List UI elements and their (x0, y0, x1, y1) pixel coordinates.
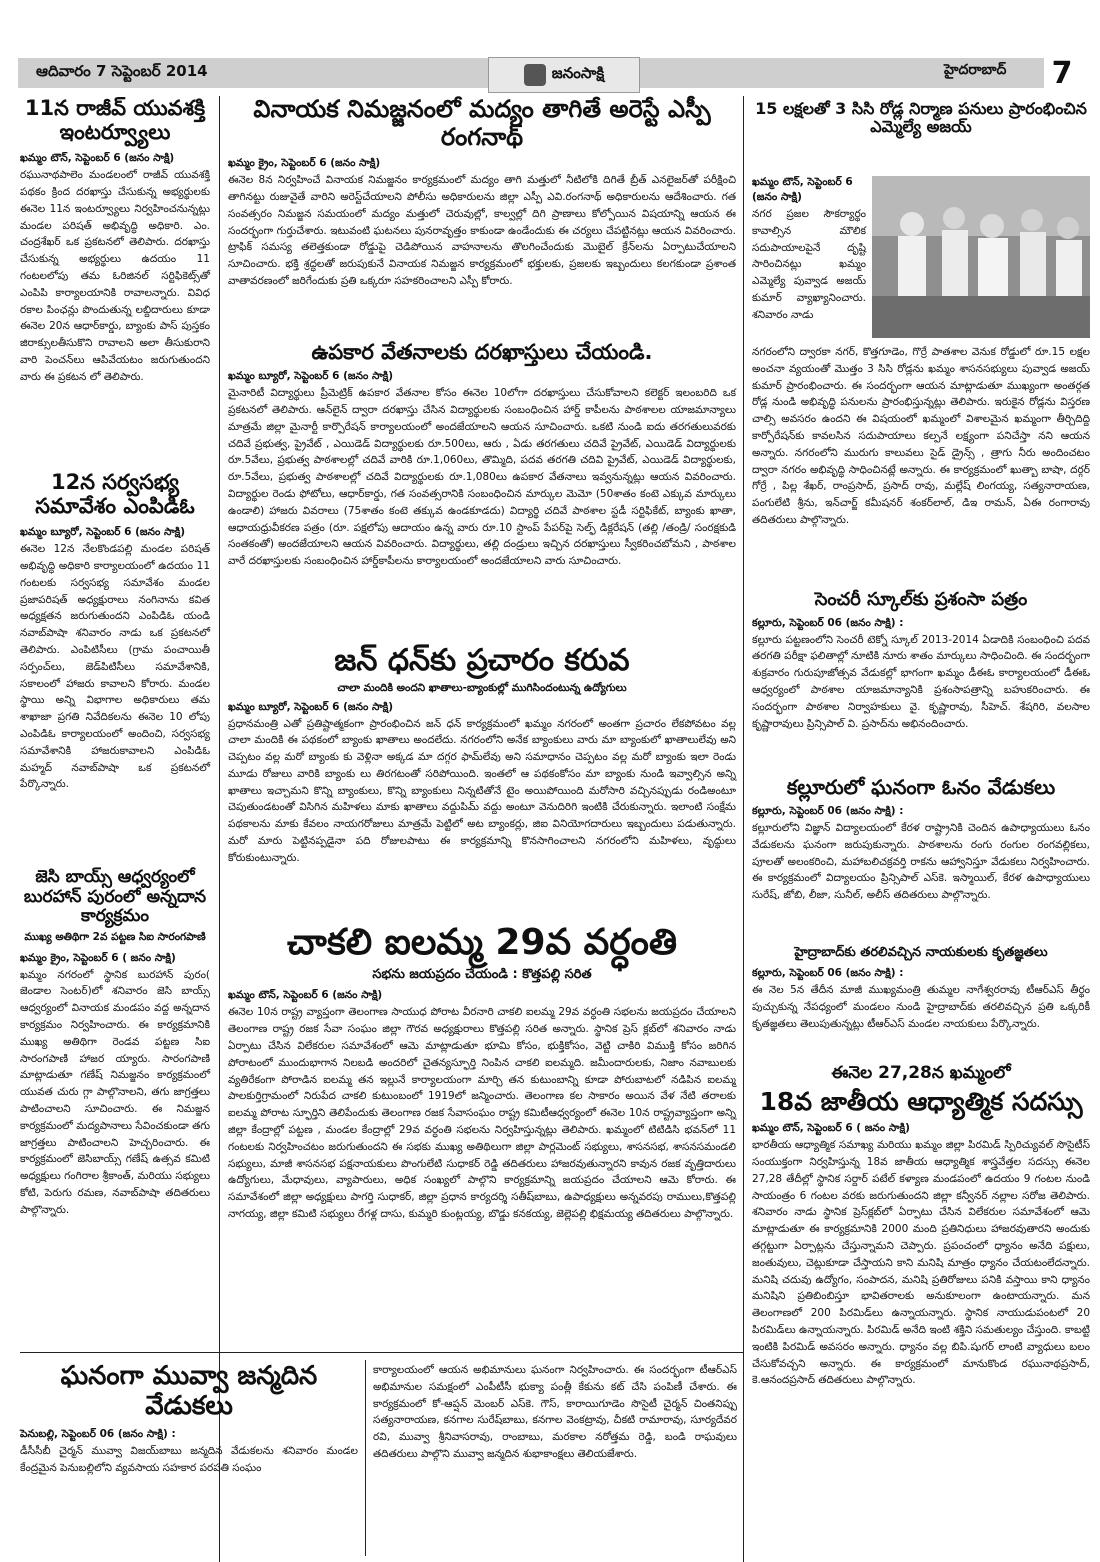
dateline: ఖమ్మం బ్యూరో, సెప్టెంబర్ 6 (జనం సాక్షి) (228, 700, 394, 713)
article-body: కల్లూరు పట్టణంలోని సెంచరీ టెక్నో స్కూల్ 2013-2014 ఏడాదికి సంబంధించి పదవ తరగతి పరీక్షా ఫలితాల్లో నూటికి నూరు శాతం మార్కులు సాధించింది. ఈ సందర్భంగా శుక్రవారం గురుపూజోత్సవ వేడుకల్లో భాగంగా ఖమ్మం డీఈఓ కార్యాలయంలో డీఈఓ ఆధ్వర్యంలో పాఠశాల యాజమాన్యానికి ప్రశంసాపత్రాన్ని బహుకరించారు. ఈ సందర్భంగా పాఠశాల నిర్వాహకులు వై. కృష్ణారావు, సీహెచ్. శేషగిరి, వలసాల కృష్ణారావులు ప్రిన్సిపాల్ వి. ప్రసాద్‌ను అభినందించారు. (752, 633, 1090, 730)
dateline: కల్లూరు, సెప్టెంబర్ 06 (జనం సాక్షి) : (752, 616, 904, 629)
article-scholarships (228, 340, 736, 570)
logo-text: జనంసాక్షి (551, 64, 605, 82)
article-body: రఘునాథపాలెం మండలంలో రాజీవ్ యువశక్తి పథకం క్రింద దరఖాస్తు చేసుకున్న అభ్యర్థులకు ఈనెల 11న ఇంటర్వ్యూలు నిర్వహించనున్నట్లు మండల పరిషత్ అభివృద్ధి అధికారి. ఎం. చంద్రశేఖర్ ఒక ప్రకటనలో తెలిపారు. దరఖాస్తు చేసుకున్న అభ్యర్థులు ఉదయం 11 గంటలలోపు తమ ఓరిజినల్ సర్టిఫికెట్స్‌తో ఎంపిపి కార్యాలయానికి రావాలన్నారు. వివిధ రకాల పింఛన్లు పొందుతున్న లబ్దిదారులు కూడా ఈనెల 20న ఆధార్‌కార్డు, బ్యాంకు పాస్ పుస్తకం జిరాక్సులతీసుకొని రావాలని అలా తీసుకురాని వారి పెంచన్‌లు ఆపివేయటం జరుగుతుందని వారు ఈ ప్రకటన లో తెలిపారు. (20, 169, 210, 383)
article-hyderabad-thanks (752, 946, 1090, 1032)
section-rule (20, 1352, 743, 1353)
article-body: ఖమ్మం నగరంలో స్థానిక బురహాన్ పురం( జెండాల సెంటర్)లో శనివారం జెసి బాయ్స్ ఆధ్వర్యంలో వినాయక మండపం వద్ద అన్నదాన కార్యక్రమం నిర్వహించారు. ఈ కార్యక్రమానికి ముఖ్య అతిథిగా రెండవ పట్టణ సిఐ సారంగపాణి హాజర య్యారు. సారంగపాణి మాట్లాడుతూ గణేష్ నిమజ్జనం కార్యక్రమంలో యువత చురు గ్గా పాల్గొనాలని, తగు జాగ్రత్తలు పాటించాలని సూచించారు. ఈ నిమజ్జన కార్యక్రమంలో మద్యపానాలు సేవించకుండా తగు జాగ్రత్తలు పాటించాలని హెచ్చరించారు. ఈ కార్యక్రమంలో జెసిబాయ్స్ గణేష్ ఉత్సవ కమిటి అధ్యక్షులు గంగిరాల శ్రీకాంత్, మరియు సభ్యులు కోటి, పెరుగు రమణ, నవాబ్‌పాషా తదితరులు పాల్గొన్నారు. (20, 968, 210, 1216)
headline: 15 లక్షలతో 3 సిసి రోడ్ల నిర్మాణ పనులు ప్రారంభించిన ఎమ్మెల్యే అజయ్ (755, 99, 1087, 137)
article-rajiv-yuvashakti (20, 96, 210, 386)
headline: జన్ ధన్‌కు ప్రచారం కరువ (334, 643, 630, 678)
subheadline: ముఖ్య అతిథిగా 2వ పట్టణ సిఐ సారంగపాణి (24, 930, 206, 943)
article-century-school (752, 590, 1090, 732)
headline: ఉపకార వేతనాలకు దరఖాస్తులు చేయండి. (311, 340, 653, 364)
article-body: కార్యాలయంలో ఆయన అభిమానులు ఘనంగా నిర్వహించారు. ఈ సందర్భంగా టీఆర్ఎస్ అభిమానుల సమక్షంలో ఎంపీటీసీ భుక్యా పంత్లీ కేకును కట్ చేసి పంపిణీ చేశారు. ఈ కార్యక్రమంలో కో-ఆప్షన్ మెంబర్ ఎస్‌కె. గౌస్, కారాయిగూడెం సొసైటీ చైర్మన్ చింతనిప్పు సత్యనారాయణ, కనగాల సురేష్‌బాబు, కనగాల వెంకట్రావు, చీకటి రామారావు, సూర్యదేవర రవి, మువ్వా శ్రీనివాసరావు, రాంబాబు, మరకాల నరోత్తమ రెడ్డి, బండి రాఘవులు తదితరులు పాల్గొని మువ్వా జన్మదిన శుభాకాంక్షలు తెలియజేశారు. (373, 1364, 737, 1460)
article-body: ఈనెల 12న నేలకొండపల్లి మండల పరిషత్ అభివృద్ధి అధికారి కార్యాలయంలో ఉదయం 11 గంటలకు సర్వసభ్య సమావేశం మండల ప్రజాపరిషత్ అధ్యక్షురాలు నంగినాను కవిత అధ్యక్షతన జరుగుతుందని ఎంపిడిఓ యండి నవాబ్‌పాషా శనివారం నాడు ఒక ప్రకటనలో తెలిపారు. ఎంపిటిసీలు (గ్రామ పంచాయితీ సర్పంచ్‌లు, జెడ్‌పిటిసీలు సమావేశానికి, సకాలంలో హాజరు కావాలని కోరారు. మండల స్థాయి అన్ని విభాగాల అధికారులు తమ శాఖాజా ప్రగతి నివేదికలను ఈనెల 10 లోపు ఎంపిడిఓ కార్యాలయంలో అందించి, సర్వసభ్య సమావేశానికి హాజరుకావాలని ఎంపిడిఓ మహ్మద్ నవాబ్‌పాషా ఒక ప్రకటనలో పేర్కొన్నారు. (20, 543, 210, 791)
newspaper-logo (488, 57, 640, 93)
headline: 18వ జాతీయ ఆధ్యాత్మిక సదస్సు (759, 1086, 1083, 1116)
article-body: భారతీయ ఆధ్యాత్మిక సమాఖ్య మరియు ఖమ్మం జిల్లా పిరమిడ్ స్పిరిచ్యువల్ సొసైటీస్ సంయుక్తంగా నిర్వహిస్తున్న 18వ జాతీయ ఆధ్యాత్మిక శాస్త్రవేత్తల సదస్సు ఈనెల 27,28 తేదీల్లో స్థానిక సర్దార్ పటేల్ కళ్యాణ మండపంలో ఉదయం 9 గంటల నుండి సాయంత్రం 6 గంటల వరకు జరుగుతుందని జిల్లా కన్వీనర్ నల్లాల సరోజ తెలిపారు. శనివారం నాడు స్థానిక ప్రెస్‌క్లబ్‌లో ఏర్పాటు చేసిన విలేకరుల సమావేశంలో ఆమె మాట్లాడుతూ ఈ కార్యక్రమానికి 2000 మంది ప్రతినిధులు హాజరవుతారని అందుకు తగ్గట్టుగా ఏర్పాట్లను చేస్తున్నామని చెప్పారు. ప్రపంచంలో ధ్యానం అనేది పక్షులు, జంతువులు, చెట్లుకూడా చేస్తాయని కాని మనిషి మాత్రం ధ్యానం చేయటంలేదన్నారు. మనిషి చదువు ఉద్యోగం, సంపాదన, మనిషి ప్రతిరోజులు పనికి వస్తాయి కాని ధ్యానం మనిషిని ప్రతిబింబిస్తూ భావితరాలకు అనుకూలంగా ఉంటాయన్నారు. మన తెలంగాణలో 200 పిరమిడ్‌లు ఉన్నాయన్నారు. స్థానిక నాయుడుపంటలో 20 పిరమిడ్‌లు ఉన్నాయన్నారు. పిరమిడ్ అనేది ఇంటి శక్తిని సమతుల్యం చేస్తుంది. కాబట్టి ఇంటికి పిరమిడ్ అవసరం అన్నారు. ధ్యానం వల్ల బిపి.షుగర్ లాంటి వ్యాధులు బలం చేసుకోవచ్చని అన్నారు. ఈ కార్యక్రమంలో మానుకొండ రఘునాథప్రసాద్, కె.ఆనందప్రసాద్ తదితరులు పాల్గొన్నారు. (752, 1139, 1090, 1387)
headline: జెసి బాయ్స్ ఆధ్వర్యంలో బురహాన్ పురంలో అన్నదాన కార్యక్రమం (23, 867, 207, 927)
article-muvva-birthday (20, 1362, 358, 1476)
dateline: ఖమ్మం టౌన్, సెప్టెంబర్ 6 (జనం సాక్షి) (752, 176, 853, 203)
headline: 12న సర్వసభ్య సమావేశం ఎంపిడిఓ (35, 470, 195, 519)
article-ilamma (228, 922, 736, 1223)
article-body: కల్లూరులోని విజ్ఞాన్ విద్యాలయంలో కేరళ రాష్ట్రానికి చెందిన ఉపాధ్యాయులు ఓనం వేడుకలను ఘనంగా జరుపుకున్నారు. పాఠశాలను రంగు రంగుల రంగవల్లికలు, పూలతో అలంకరించి, మహాబలిచక్రవర్తి రాకను ఆహ్వానిస్తూ వేడుకలు నిర్వహించారు. ఈ కార్యక్రమంలో విద్యాలయం ప్రిన్సిపాల్ ఎస్‌కె. ఇస్మాయిల్, కేరళ ఉపాధ్యాయులు సురేష్, జోబి, లీజా, సునీల్, అలీస్ తదితరులు పాల్గొన్నారు. (752, 822, 1090, 902)
page-number: 7 (1051, 56, 1073, 91)
headline: ఘనంగా మువ్వా జన్మదిన వేడుకలు (60, 1361, 318, 1421)
edition-city: హైదరాబాద్ (944, 62, 1007, 78)
article-cc-roads-body (752, 344, 1090, 529)
article-body: మైనారిటీ విద్యార్థులు ప్రీమెట్రిక్ ఉపకార వేతనాల కోసం ఈనెల 10లోగా దరఖాస్తులు చేసుకోవాలని కలెక్టర్ ఇలంబరిది ఒక ప్రకటనలో తెలిపారు. ఆన్‌లైన్ ద్వారా దరఖాస్తు చేసిన విద్యార్థులకు సంబంధించిన హార్డ్ కాపీలను పాఠశాలల యాజమాన్యాలు మాత్రమే జిల్లా మైనార్టీ కార్పొరేషన్ కార్యాలయంలో అందజేయాలని ఆయన సూచించారు. ఒకటి నుండి ఐదు తరగతులువరకు చదివే ప్రభుత్వ, ప్రైవేట్ , ఎయిడెడ్ విద్యార్థులకు రూ.500లు, ఆరు , ఏడు తరగతులు చదివే ప్రైవేట్, ఎయిడెడ్ విద్యార్థులకు రూ.5వేలు, ప్రభుత్వ పాఠశాలల్లో చదివే వారికి రూ.1,060లు, తొమ్మిది, పదవ తరగతి చదివి ప్రైవేట్, ఎయిడెడ్ విద్యార్థులకు, రూ.5వేలు, ప్రభుత్వ పాఠశాలల్లో చదివే విద్యార్థులకు రూ.1,080లు ఉపకార వేతనాలు ఇవ్వనున్నట్లు ఆయన వివరించారు. విద్యార్థుల రెండు ఫోటోలు, ఆధార్‌కార్డు, గత సంవత్సరానికి సంబంధించిన మార్కుల మెమో (50శాతం కంటె ఎక్కువ మార్కులు ఉండాలి) హాజరు వివరాలు (75శాతం కంటె తక్కువ ఉండకూడదు) విద్యార్థి చదివే పాఠశాల స్టడీ సర్టిఫికేట్, బ్యాంకు ఖాతా, ఆధాయధ్రువీకరణ పత్రం (రూ. పక్షలోపు ఆదాయం ఉన్న వారు రూ.10 స్టాంప్ పేపర్‌పై సెల్ఫ్ డిక్లరేషన్ (తల్లి /తండ్రి/ సంరక్షకుడి సంతకంతో) అందజేయాలని ఆయన వివరించారు. విద్యార్థులు, తల్లి దండ్రులు ఇచ్చిన దరఖాస్తులు స్వీకరించబోమని , పాఠశాల వారే దరఖాస్తులకు సంబంధించిన హార్డ్‌కాపీలను కార్యాలయంలో అందజేయాలని వారు సూచించారు. (228, 387, 736, 568)
headline: 11న రాజీవ్ యువశక్తి ఇంటర్వ్యూలు (24, 96, 206, 145)
headline: కల్లూరులో ఘనంగా ఓనం వేడుకలు (786, 775, 1056, 799)
headline: హైద్రాబాద్‌కు తరలివచ్చిన నాయకులకు కృతజ్ఞతలు (794, 945, 1048, 960)
article-annadanam (20, 868, 210, 1219)
headline: చాకలి ఐలమ్మ 29వ వర్ధంతి (286, 922, 678, 963)
issue-date: ఆదివారం 7 సెప్టెంబర్ 2014 (36, 62, 208, 80)
article-muvva-birthday-cont (373, 1362, 737, 1463)
article-nimajjanam (228, 96, 736, 290)
article-body-intro: నగర ప్రజల సౌకర్యార్థం కావాల్సిన మౌలిక సదుపాయాలపైనే దృష్టి సారించినట్లు ఖమ్మం ఎమ్మెల్యే పువ్వాడ అజయ్ కుమార్ వ్యాఖ్యానించారు. శనివారం నాడు (752, 208, 866, 321)
dateline: ఖమ్మం బ్యూరో, సెప్టెంబర్ 6 (జనం సాక్షి) (228, 370, 394, 383)
article-cc-roads (752, 100, 1090, 137)
article-body: డీసీసీబీ చైర్మన్ మువ్వా విజయ్‌బాబు జన్మదిన వేడుకలను శనివారం మండల కేంద్రమైన పెనుబల్లిలోని వ్యవసాయ సహకార పరపతి సంఘం (20, 1444, 358, 1474)
article-body: ఈనెల 10న రాష్ట్ర వ్యాప్తంగా తెలంగాణ సాయుధ పోరాట వీరనారి చాకలి ఐలమ్మ 29వ వర్ధంతి సభలను జయప్రదం చేయాలని తెలంగాణ రాష్ట్ర రజక సేవా సంఘం జిల్లా గౌరవ అధ్యక్షురాలు కొత్తపల్లి సరిత అన్నారు. స్థానిక ప్రెస్ క్లబ్‌లో శనివారం నాడు ఏర్పాటు చేసిన విలేకరుల సమావేశంలో ఆమె మాట్లాడుతూ భూమి కోసం, భుక్తికోసం, వెట్టి చాకిరి విముక్తి కోసం జరిగిన పోరాటంలో ముందుభాగాన నిలబడి అందరిలో చైతన్యస్ఫూర్తి నింపిన చాకలి ఐలమ్మది. జమీందారులకు, నిజాం నవాబులకు వ్యతిరేకంగా పోరాడిన ఐలమ్మ తన ఇల్లునే కార్యాలయంగా మార్చి తన కుటుంబాన్ని కూడా పోరుబాటలో నడిపిన ఐలమ్మ పాలకుర్తిగ్రామంలో నిరుపేద చాకలి కుటుంబంలో 1919లో జన్మించారు. తెలంగాణ కల సాకారం అయిన వేళ నేటి తరాలకు ఐలమ్మ పోరాట స్ఫూర్తిని తెలిపేందుకు తెలంగాణ రజక సేవాసంఘం రాష్ట్ర కమిటీఆధ్వర్యంలో ఈనెల 10న రాష్ట్రవ్యాప్తంగా అన్ని జిల్లా కేంద్రాల్లో పట్టణ , మండల కేంద్రాల్లో 29వ వర్ధంతి సభలను నిర్వహిస్తున్నట్లు తెలిపారు. ఖమ్మంలో టిటిడిసి భవన్‌లో 11 గంటలకు నిర్వహించటం జరుగుతుందని ఈ సభకు ముఖ్య అతిథిలుగా జిల్లా పార్లమెంట్ సభ్యులు, శాసనసభ, శాసనసమండలి సభ్యులు, మాజీ శాసనసభ పక్షనాయకులు పొంగులేటి సుధాకర్ రెడ్డి తదితరులు హాజరవుతున్నారని కావున రజక వృత్తిదారులు ఉద్యోగులు, మేధావులు, వ్యాపారులు, అధిక సంఖ్యలో పాల్గొని కార్యక్రమాన్ని జయప్రదం చేయాలని ఆమె కోరారు. ఈ సమావేశంలో జిల్లా అధ్యక్షులు పాగర్తి సుధాకర్, జిల్లా ప్రధాన కార్యదర్శి సతీష్‌బాబు, ఉపాధ్యక్షులు అన్నవరపు రాములు,కొత్తపల్లి నాగయ్య, జిల్లా కమిటి సభ్యులు రేగళ్ల దాసు, కుమ్మరి కుంట్లయ్య, బొడ్డు కనకయ్య, జెల్లెపల్లి భిక్షమయ్య తదితరులు పాల్గొన్నారు. (228, 1006, 736, 1220)
logo-icon (524, 64, 546, 86)
article-jan-dhan (228, 644, 736, 867)
dateline: ఖమ్మం టౌన్, సెప్టెంబర్ 6 (జనం సాక్షి) (20, 152, 175, 165)
column-rule (743, 96, 744, 1562)
dateline: కల్లూరు, సెప్టెంబర్ 06 (జనం సాక్షి) : (752, 966, 904, 979)
dateline: కల్లూరు, సెప్టెంబర్ 06 (జనం సాక్షి) : (752, 805, 904, 817)
dateline: ఖమ్మం టౌన్, సెప్టెంబర్ 6 ( జనం సాక్షి) (752, 1122, 910, 1135)
subheadline: సభను జయప్రదం చేయండి : కొత్తపల్లి సరిత (372, 967, 592, 983)
dateline: ఖమ్మం క్రైం, సెప్టెంబర్ 6 ( జనం సాక్షి) (20, 951, 176, 964)
headline: వినాయక నిమజ్జనంలో మద్యం తాగితే అరెస్టే ఎస్పీ రంగనాథ్ (253, 95, 711, 151)
article-body: ఈనెల 8న నిర్వహించే వినాయక నిమజ్జనం కార్యక్రమంలో మద్యం తాగి మత్తులో నీటిలోకి దిగితే బ్రీత్ ఎనలైజర్‌తో పరీక్షించి తాగినట్టు రుజువైతే వారిని అరెస్ట్‌చేయాలని పోలీసు అధికారులను జిల్లా ఎస్పీ ఎవి.రంగనాథ్ అధికారులను ఆదేశించారు. గత సంవత్సరం నిమజ్జన సమయంలో మద్యం మత్తులో చెరువుల్లో, కాల్వల్లో దిగి ప్రాణాలు కోల్పోయిన విషయాన్ని ఆయన ఈ సందర్భంగా గుర్తుచేశారు. ఇటువంటి ఘటనలు పునరావృత్తం కాకుండా ఉండేందుకు ఈ చర్యలు చేపట్టినట్లు ఆయన వివరించారు. ట్రాఫిక్ సమస్య తలెత్తకుండా రోడ్డుపై చెడిపోయిన వాహనాలను తొలగించేందుకు మొబైల్ క్రేన్‌లను ఏర్పాటుచేయాలని సూచించారు. భక్తి శ్రద్ధలతో జరుపుకునే వినాయక నిమజ్జన కార్యక్రమంలో భక్తులకు, ప్రజలకు ఇబ్బందులు కలగకుండా ప్రశాంత వాతావరణంలో జరిగేందుకు ప్రతి ఒక్కరూ సహకరించాలని ఎస్పీ కోరారు. (228, 174, 736, 287)
photo-image (872, 176, 1090, 338)
dateline: ఖమ్మం టౌన్, సెప్టెంబర్ 6 (జనం సాక్షి) (228, 989, 383, 1002)
article-body: ప్రధానమంత్రి ఎతో ప్రతిష్టాత్మకంగా ప్రారంభించిన జన్ ధన్ కార్యక్రమంలో ఖమ్మం నగరంలో అంతగా ప్రచారం లేకపోవటం వల్ల చాలా మందికి ఈ పథకంలో బ్యాంకు ఖాతాలు అందలేదు. నగరంలోని అనేక బ్యాంకులు వారు మా బ్యాంకులో ఖాతాలులేవు అని చెప్పటం వల్ల మరో బ్యాంకు కు వెళ్లినా అక్కడ మా దగ్గర ఫామ్‌లేవు అని సమాధానం చెప్పటం వల్ల మరో బ్యాంకు ఇలా రెండు మూడు రోజులు వారికి బ్యాంకు లు తిరగటంతో సరిపోయింది. ఇంతలో ఆ పథకంకోసం మా బ్యాంకు నుండి ఇవ్వాల్సిన అన్ని ఖాతాలు ఇచ్చామని కొన్ని బ్యాంకులు, కొన్ని బ్యాంకులు నిన్నటితోనే టైం అయిపోయింది మరోసారి వచ్చినప్పుడు రండిఅంటూ చెపుతుండటంతో విసిగిన మహిళలు మాకు ఖాతాలు వద్దుపిమ్ వద్దు అంటూ వెనుదిరిగి ఇంటికి చేరుకున్నారు. ఇలాంటి సంక్షేమ పథకాలను మాకు కేవలం నాయగరోజులు మాత్రమే పెట్టిలో అట బ్యాంకర్లు, జిఐ వినియోగదారులు ఇబ్బందులు పడుతున్నారు. మరో మారు పెట్టినప్పడైనా పది రోజులపాటు ఈ కార్యక్రమాన్ని కొనసాగించాలని నగరంలోని మహిళలు, వృద్ధులు కోరుకుంటున్నారు. (228, 717, 736, 864)
column-rule (365, 1360, 366, 1556)
column-rule (219, 96, 220, 1562)
article-body: ఈ నెల 5న తేదీన మాజీ ముఖ్యమంత్రి తుమ్మల నాగేశ్వరరావు టీఆర్‌ఎస్ తీర్థం పుచ్చుకున్న నేపధ్యంలో మండలం నుండి హైద్రాబాద్‌కు తరలివచ్చిన ప్రతి ఒక్కరికీ కృతజ్ఞతలు తెలుపుతున్నట్లు టీఆర్ఎస్ మండల నాయకులు పేర్కొన్నారు. (752, 983, 1090, 1030)
article-body: నగరంలోని ద్వారకా నగర్, కొత్తగూడెం, గొర్రే పాతశాల వెనుక రోడ్డులో రూ.15 లక్షల అంచనా వ్యయంతో మొత్తం 3 సిసి రోడ్లను ఖమ్మం శాసనసభ్యులు పువ్వాడ అజయ్ కుమార్ ప్రారంభించారు. ఈ సందర్భంగా ఆయన మాట్లాడుతూ ముఖ్యంగా అంతర్గత రోడ్ల నుండి అభివృద్ధి పనులను ప్రారంభిస్తున్నట్లు తెలిపారు. ఇరుకైన రోడ్లను విస్తరణ చాల్సి అవసరం ఉందని ఈ విషయంలో ఖమ్మంలో విశాలమైన ఖమ్మంగా తీర్చిదిద్ది కార్పోరేషన్‌కు కావలసిన సదుపాయాలు కల్పనే లక్ష్యంగా పనిచేస్తా నని ఆయన అన్నారు. నగరంలోని మురుగు కాలువలు సైడ్ డ్రైన్స్ , త్రాగు నీరు అందించటం ద్వారా నగరం అభివృద్ధి సాధించినట్లే అన్నారు. ఈ కార్యక్రమంలో ఖుత్బా బాషా, దర్గర్ గోర్రే , పిల్ల శేఖర్, రాంప్రసాద్, ప్రసాద్ రావు, మల్లేష్ లింగయ్య, సత్యనారాయణ, పంగులేటి శ్రీను, ఇన్‌చార్జ్ కమీషనర్ శంకర్‌లాల్, డిఇ రామన్, ఏఈ రంగారావు తదితరులు పాల్గొన్నారు. (752, 346, 1090, 526)
article-onam (752, 776, 1090, 904)
dateline: ఖమ్మం క్రైం, సెప్టెంబర్ 6 (జనం సాక్షి) (228, 157, 381, 170)
subheadline: చాలా మందికి అందని ఖాతాలు-బ్యాంకుల్లో ముగిసిందంటున్న ఉద్యోగులు (337, 681, 627, 694)
kicker: ఈనెల 27,28న ఖమ్మంలో (831, 1063, 1011, 1083)
dateline: పెనుబల్లి, సెప్టెంబర్ 06 (జనం సాక్షి) : (20, 1427, 176, 1440)
dateline: ఖమ్మం బ్యూరో, సెప్టెంబర్ 6 (జనం సాక్షి) (20, 526, 186, 539)
mla-photo (872, 176, 1090, 338)
article-sarvasabhya (20, 470, 210, 793)
article-spiritual-conference (752, 1064, 1090, 1389)
headline: సెంచరీ స్కూల్‌కు ప్రశంసా పత్రం (814, 589, 1028, 610)
article-cc-roads-intro (752, 176, 866, 324)
